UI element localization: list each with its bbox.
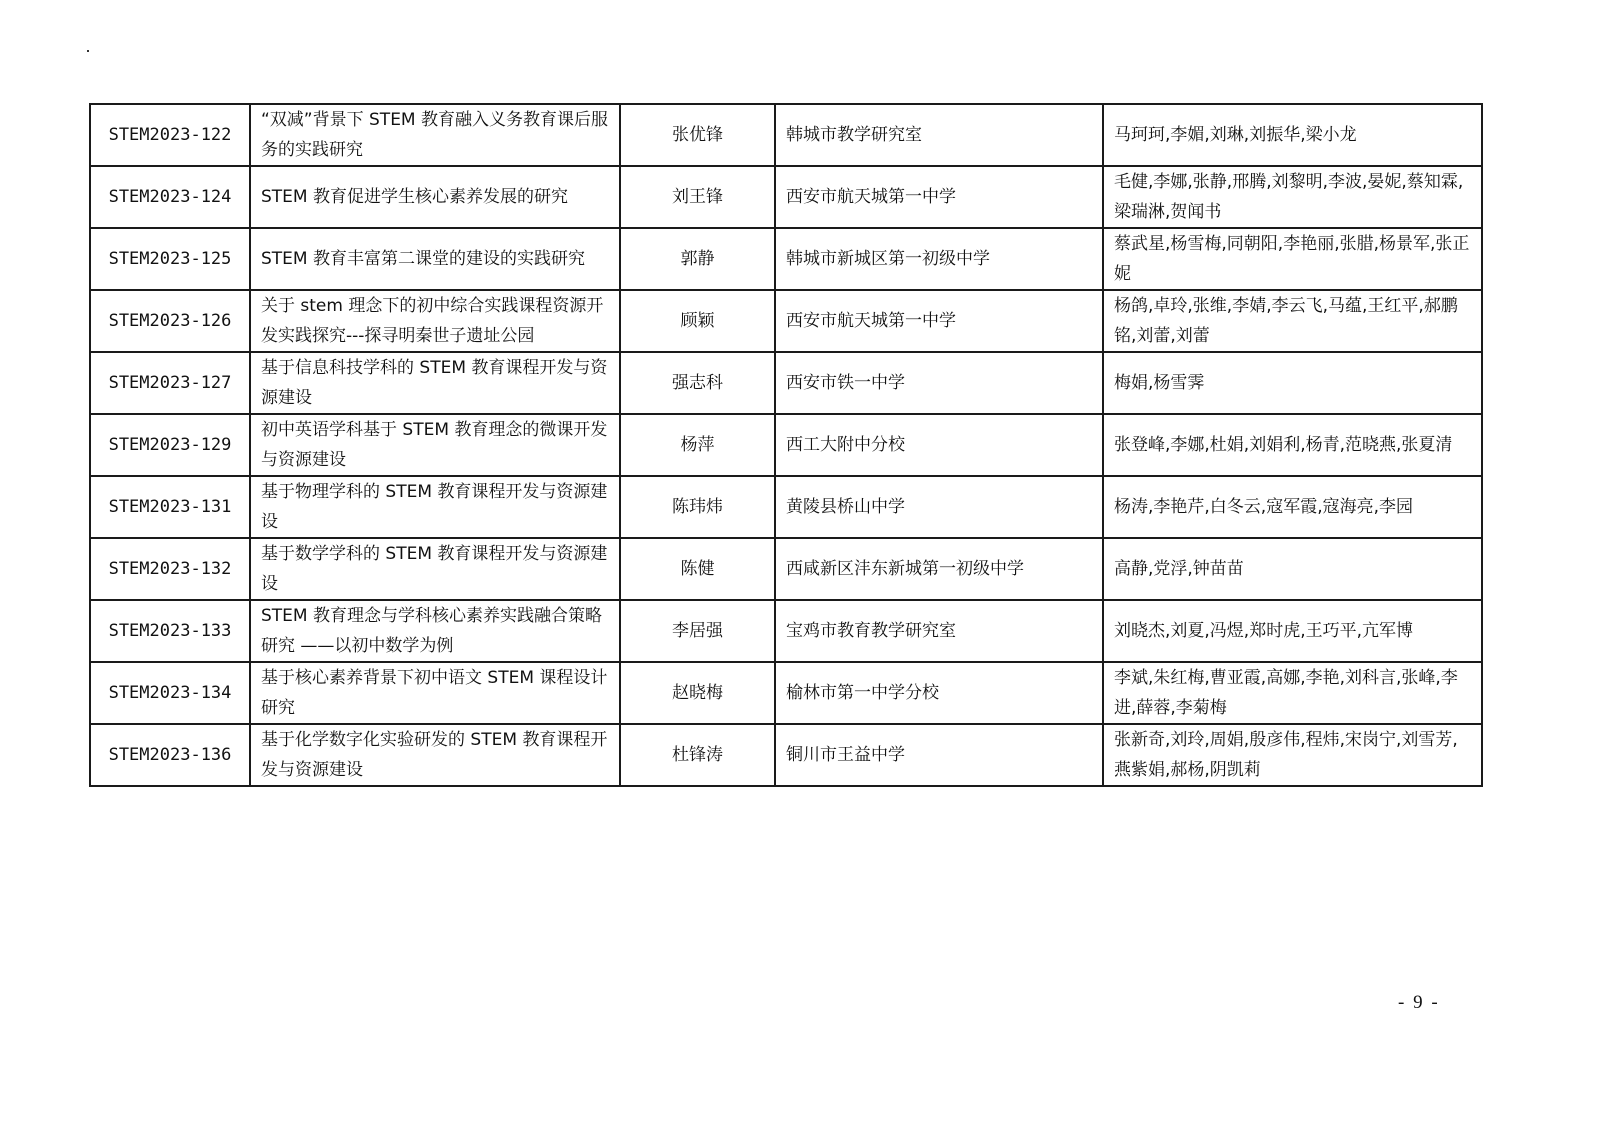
table-row (90, 724, 1482, 786)
members-cell: 杨涛,李艳芹,白冬云,寇军霞,寇海亮,李园 (1103, 476, 1482, 538)
table-row (90, 104, 1482, 166)
members-cell: 高静,党浮,钟苗苗 (1103, 538, 1482, 600)
project-table (89, 103, 1483, 787)
members-cell: 刘晓杰,刘夏,冯煜,郑时虎,王巧平,亢军博 (1103, 600, 1482, 662)
project-leader-cell: 陈健 (620, 538, 775, 600)
table-row (90, 290, 1482, 352)
organization-cell: 韩城市教学研究室 (775, 104, 1103, 166)
project-id-cell: STEM2023-133 (90, 600, 250, 662)
project-leader-cell: 顾颖 (620, 290, 775, 352)
project-id-cell: STEM2023-124 (90, 166, 250, 228)
organization-cell: 韩城市新城区第一初级中学 (775, 228, 1103, 290)
project-id-cell: STEM2023-122 (90, 104, 250, 166)
members-cell: 蔡武星,杨雪梅,同朝阳,李艳丽,张腊,杨景军,张正妮 (1103, 228, 1482, 290)
members-cell: 毛健,李娜,张静,邢腾,刘黎明,李波,晏妮,蔡知霖,梁瑞淋,贺闻书 (1103, 166, 1482, 228)
project-title-cell: 基于核心素养背景下初中语文 STEM 课程设计研究 (250, 662, 620, 724)
project-id-cell: STEM2023-125 (90, 228, 250, 290)
project-leader-cell: 陈玮炜 (620, 476, 775, 538)
organization-cell: 黄陵县桥山中学 (775, 476, 1103, 538)
project-id-cell: STEM2023-136 (90, 724, 250, 786)
project-id-cell: STEM2023-131 (90, 476, 250, 538)
project-title-cell: “双减”背景下 STEM 教育融入义务教育课后服务的实践研究 (250, 104, 620, 166)
project-leader-cell: 杨萍 (620, 414, 775, 476)
project-title-cell: 基于数学学科的 STEM 教育课程开发与资源建设 (250, 538, 620, 600)
project-title-cell: 关于 stem 理念下的初中综合实践课程资源开发实践探究---探寻明秦世子遗址公园 (250, 290, 620, 352)
scan-dot (87, 50, 89, 52)
project-id-cell: STEM2023-129 (90, 414, 250, 476)
organization-cell: 榆林市第一中学分校 (775, 662, 1103, 724)
table-row (90, 600, 1482, 662)
organization-cell: 铜川市王益中学 (775, 724, 1103, 786)
project-id-cell: STEM2023-126 (90, 290, 250, 352)
project-id-cell: STEM2023-134 (90, 662, 250, 724)
members-cell: 李斌,朱红梅,曹亚霞,高娜,李艳,刘科言,张峰,李进,薛蓉,李菊梅 (1103, 662, 1482, 724)
project-title-cell: STEM 教育理念与学科核心素养实践融合策略研究 ——以初中数学为例 (250, 600, 620, 662)
table-row (90, 476, 1482, 538)
organization-cell: 宝鸡市教育教学研究室 (775, 600, 1103, 662)
project-leader-cell: 郭静 (620, 228, 775, 290)
table-row (90, 414, 1482, 476)
project-title-cell: STEM 教育丰富第二课堂的建设的实践研究 (250, 228, 620, 290)
organization-cell: 西咸新区沣东新城第一初级中学 (775, 538, 1103, 600)
project-title-cell: 基于物理学科的 STEM 教育课程开发与资源建设 (250, 476, 620, 538)
members-cell: 梅娟,杨雪霁 (1103, 352, 1482, 414)
project-id-cell: STEM2023-127 (90, 352, 250, 414)
table-row (90, 352, 1482, 414)
table-row (90, 538, 1482, 600)
project-title-cell: 基于信息科技学科的 STEM 教育课程开发与资源建设 (250, 352, 620, 414)
project-leader-cell: 李居强 (620, 600, 775, 662)
organization-cell: 西安市航天城第一中学 (775, 290, 1103, 352)
table-row (90, 228, 1482, 290)
project-id-cell: STEM2023-132 (90, 538, 250, 600)
project-title-cell: STEM 教育促进学生核心素养发展的研究 (250, 166, 620, 228)
organization-cell: 西安市铁一中学 (775, 352, 1103, 414)
project-leader-cell: 张优锋 (620, 104, 775, 166)
project-leader-cell: 杜锋涛 (620, 724, 775, 786)
project-title-cell: 初中英语学科基于 STEM 教育理念的微课开发与资源建设 (250, 414, 620, 476)
project-leader-cell: 强志科 (620, 352, 775, 414)
organization-cell: 西安市航天城第一中学 (775, 166, 1103, 228)
project-leader-cell: 刘王锋 (620, 166, 775, 228)
members-cell: 马珂珂,李媚,刘琳,刘振华,梁小龙 (1103, 104, 1482, 166)
members-cell: 张登峰,李娜,杜娟,刘娟利,杨青,范晓燕,张夏清 (1103, 414, 1482, 476)
project-leader-cell: 赵晓梅 (620, 662, 775, 724)
table-row (90, 662, 1482, 724)
members-cell: 杨鸽,卓玲,张维,李婧,李云飞,马蕴,王红平,郝鹏铭,刘蕾,刘蕾 (1103, 290, 1482, 352)
organization-cell: 西工大附中分校 (775, 414, 1103, 476)
members-cell: 张新奇,刘玲,周娟,殷彦伟,程炜,宋岗宁,刘雪芳,燕紫娟,郝杨,阴凯莉 (1103, 724, 1482, 786)
table-body (90, 104, 1482, 786)
table-row (90, 166, 1482, 228)
project-title-cell: 基于化学数字化实验研发的 STEM 教育课程开发与资源建设 (250, 724, 620, 786)
page-number: - 9 - (1398, 992, 1440, 1013)
